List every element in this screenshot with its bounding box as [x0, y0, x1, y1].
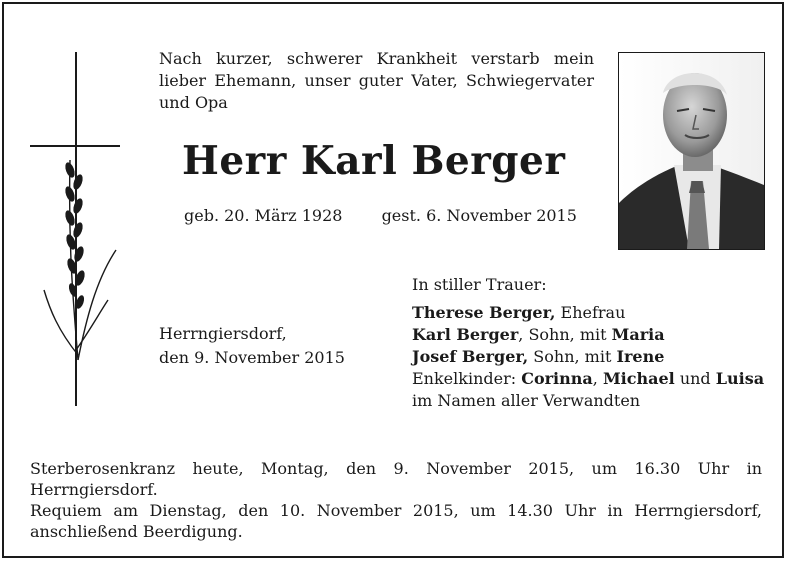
place-line: Herrngiersdorf, [159, 324, 287, 343]
deceased-name: Herr Karl Berger [182, 138, 566, 184]
separator: und [674, 369, 716, 388]
place-and-date [159, 322, 345, 370]
birth-date: geb. 20. März 1928 [184, 206, 343, 225]
rosary-info: Sterberosenkranz heute, Montag, den 9. November 2015, um 16.30 Uhr in Herrngiersdorf. [30, 459, 762, 499]
mourner-line [412, 346, 764, 368]
intro-text: Nach kurzer, schwerer Krankheit verstarb mein lieber Ehemann, unser guter Vater, Schwiegervater und Opa [159, 49, 594, 112]
mourner-spouse: Irene [616, 347, 665, 366]
grandchild-name: Michael [602, 369, 675, 388]
requiem-info: Requiem am Dienstag, den 10. November 2015, um 14.30 Uhr in Herrngiersdorf, anschließend Beerdigung. [30, 501, 762, 541]
mourner-role: Sohn, mit [528, 347, 617, 366]
grandchildren-line [412, 368, 764, 390]
obituary-notice [2, 2, 784, 558]
mourner-name: Karl Berger [412, 325, 519, 344]
portrait-photo [618, 52, 765, 250]
separator: , [592, 369, 603, 388]
grandchildren-label: Enkelkinder: [412, 369, 522, 388]
mourner-name: Therese Berger, [412, 303, 556, 322]
mourners-block [412, 274, 764, 412]
relatives-line: im Namen aller Verwandten [412, 391, 641, 410]
portrait-image [619, 53, 764, 249]
mourner-line [412, 302, 764, 324]
cross-with-wheat-icon [28, 50, 128, 410]
mourner-role: Ehefrau [555, 303, 626, 322]
grandchild-name: Corinna [521, 369, 593, 388]
mourner-role: , Sohn, mit [518, 325, 612, 344]
mourner-name: Josef Berger, [412, 347, 529, 366]
life-dates [184, 206, 577, 225]
mourner-line [412, 324, 764, 346]
mourners-heading: In stiller Trauer: [412, 275, 547, 294]
grandchild-name: Luisa [715, 369, 765, 388]
service-info [30, 458, 762, 542]
date-line: den 9. November 2015 [159, 348, 345, 367]
mourner-spouse: Maria [611, 325, 665, 344]
death-date: gest. 6. November 2015 [381, 206, 577, 225]
